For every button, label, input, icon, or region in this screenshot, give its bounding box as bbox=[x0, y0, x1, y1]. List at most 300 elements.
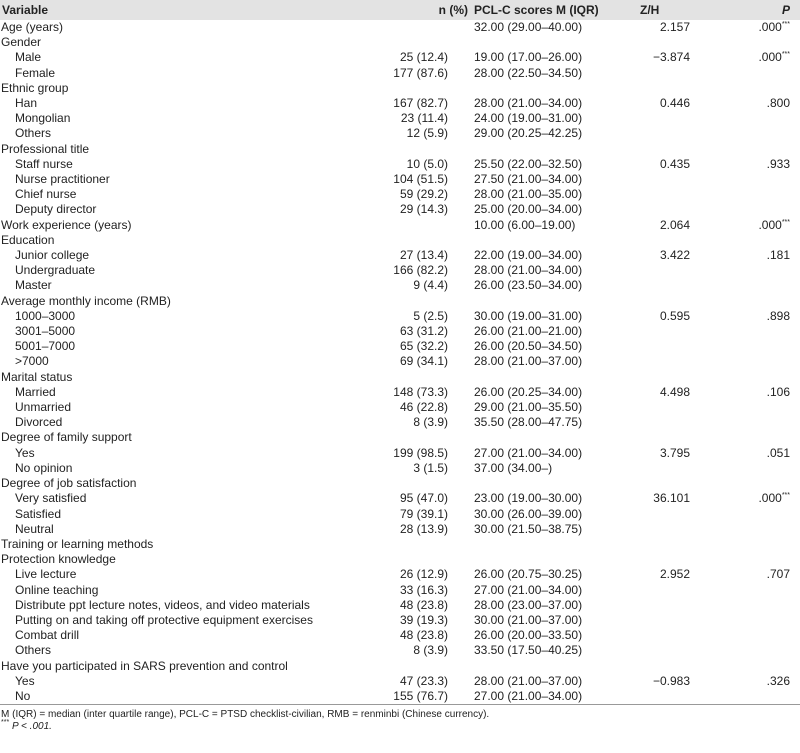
cell-n-text: 59 (29.2) bbox=[399, 187, 448, 202]
cell-zh bbox=[638, 491, 737, 506]
cell-variable-text: Very satisfied bbox=[15, 491, 87, 506]
cell-variable-text: Professional title bbox=[1, 141, 90, 156]
cell-p bbox=[737, 385, 800, 400]
cell-variable-text: Distribute ppt lecture notes, videos, and video materials bbox=[15, 597, 310, 612]
cell-variable bbox=[0, 324, 340, 339]
cell-n bbox=[340, 370, 474, 385]
cell-variable bbox=[0, 81, 340, 96]
cell-p bbox=[737, 309, 800, 324]
cell-p bbox=[737, 96, 800, 111]
cell-n bbox=[340, 96, 474, 111]
cell-pcl-text: 28.00 (22.50–34.50) bbox=[474, 65, 583, 80]
cell-n-text: 29 (14.3) bbox=[399, 202, 448, 217]
cell-pcl bbox=[474, 370, 638, 385]
table-header-row bbox=[0, 0, 800, 20]
cell-variable-text: 5001–7000 bbox=[15, 339, 76, 354]
cell-variable-text: Have you participated in SARS prevention and control bbox=[1, 658, 288, 673]
cell-pcl bbox=[474, 187, 638, 202]
cell-n bbox=[340, 659, 474, 674]
cell-n-text: 10 (5.0) bbox=[406, 156, 448, 171]
cell-pcl bbox=[474, 446, 638, 461]
cell-variable-text: Age (years) bbox=[1, 20, 64, 34]
cell-variable-text: No bbox=[15, 688, 31, 703]
table-row bbox=[0, 674, 800, 689]
cell-zh-text: −3.874 bbox=[652, 50, 690, 65]
cell-p bbox=[737, 567, 800, 582]
cell-pcl-text: 25.50 (22.00–32.50) bbox=[474, 156, 583, 171]
cell-zh bbox=[638, 537, 737, 552]
cell-pcl bbox=[474, 339, 638, 354]
cell-p bbox=[737, 126, 800, 141]
cell-pcl bbox=[474, 202, 638, 217]
cell-zh bbox=[638, 111, 737, 126]
cell-variable-text: Ethnic group bbox=[1, 80, 69, 95]
cell-pcl-text: 30.00 (26.00–39.00) bbox=[474, 506, 583, 521]
cell-zh-text: 3.422 bbox=[659, 248, 690, 263]
cell-pcl-text: 28.00 (21.00–34.00) bbox=[474, 96, 583, 111]
cell-variable-text: Neutral bbox=[15, 521, 54, 536]
cell-p bbox=[737, 430, 800, 445]
cell-p bbox=[737, 157, 800, 172]
cell-variable bbox=[0, 202, 340, 217]
cell-p bbox=[737, 263, 800, 278]
cell-zh-text: 4.498 bbox=[659, 384, 690, 399]
table-row-category bbox=[0, 659, 800, 674]
table-row bbox=[0, 324, 800, 339]
cell-n-text: 95 (47.0) bbox=[399, 491, 448, 506]
cell-zh bbox=[638, 430, 737, 445]
cell-variable bbox=[0, 218, 340, 233]
cell-p-text: .051 bbox=[766, 445, 790, 460]
cell-pcl bbox=[474, 96, 638, 111]
cell-pcl-text: 28.00 (21.00–35.00) bbox=[474, 187, 583, 202]
cell-p bbox=[737, 628, 800, 643]
cell-n bbox=[340, 157, 474, 172]
cell-variable-text: Yes bbox=[15, 673, 35, 688]
cell-pcl bbox=[474, 522, 638, 537]
table-row bbox=[0, 111, 800, 126]
cell-n bbox=[340, 415, 474, 430]
cell-variable bbox=[0, 507, 340, 522]
cell-p bbox=[737, 81, 800, 96]
cell-zh bbox=[638, 583, 737, 598]
cell-n bbox=[340, 50, 474, 65]
cell-zh bbox=[638, 674, 737, 689]
cell-zh bbox=[638, 294, 737, 309]
table-row-category bbox=[0, 294, 800, 309]
cell-variable bbox=[0, 583, 340, 598]
header-variable: Variable bbox=[0, 0, 340, 20]
cell-p bbox=[737, 339, 800, 354]
cell-variable bbox=[0, 628, 340, 643]
cell-zh-text: −0.983 bbox=[652, 673, 690, 688]
cell-n-text: 63 (31.2) bbox=[399, 324, 448, 339]
table-body bbox=[0, 20, 800, 705]
table-row-category bbox=[0, 218, 800, 233]
cell-n-text: 148 (73.3) bbox=[393, 384, 448, 399]
cell-n bbox=[340, 111, 474, 126]
cell-n bbox=[340, 476, 474, 491]
cell-n bbox=[340, 354, 474, 369]
cell-zh bbox=[638, 172, 737, 187]
cell-variable-text: Undergraduate bbox=[15, 263, 96, 278]
cell-variable bbox=[0, 659, 340, 674]
cell-variable bbox=[0, 263, 340, 278]
cell-n-text: 47 (23.3) bbox=[399, 673, 448, 688]
cell-n bbox=[340, 66, 474, 81]
cell-n-text: 25 (12.4) bbox=[399, 50, 448, 65]
cell-zh bbox=[638, 461, 737, 476]
cell-n bbox=[340, 35, 474, 50]
table-row bbox=[0, 583, 800, 598]
cell-variable-text: Gender bbox=[1, 35, 42, 50]
cell-variable-text: >7000 bbox=[15, 354, 49, 369]
cell-variable-text: Staff nurse bbox=[15, 156, 73, 171]
cell-n bbox=[340, 309, 474, 324]
cell-zh bbox=[638, 66, 737, 81]
cell-p bbox=[737, 111, 800, 126]
cell-pcl-text: 27.00 (21.00–34.00) bbox=[474, 582, 583, 597]
cell-pcl bbox=[474, 567, 638, 582]
cell-zh bbox=[638, 370, 737, 385]
cell-zh-text: 0.435 bbox=[659, 156, 690, 171]
cell-variable bbox=[0, 476, 340, 491]
cell-n-text: 28 (13.9) bbox=[399, 521, 448, 536]
table-row bbox=[0, 157, 800, 172]
cell-pcl-text: 26.00 (20.75–30.25) bbox=[474, 567, 583, 582]
cell-p bbox=[737, 491, 800, 506]
cell-variable-text: Degree of job satisfaction bbox=[1, 476, 137, 491]
cell-pcl bbox=[474, 20, 638, 35]
cell-n-text: 177 (87.6) bbox=[393, 65, 448, 80]
cell-variable-text: Others bbox=[15, 126, 52, 141]
cell-n bbox=[340, 385, 474, 400]
cell-n-text: 48 (23.8) bbox=[399, 628, 448, 643]
cell-p-text: .000 bbox=[758, 20, 782, 34]
cell-n bbox=[340, 598, 474, 613]
cell-pcl-text: 29.00 (21.00–35.50) bbox=[474, 400, 583, 415]
cell-zh bbox=[638, 20, 737, 35]
cell-p bbox=[737, 20, 800, 35]
cell-pcl bbox=[474, 491, 638, 506]
table-row bbox=[0, 278, 800, 293]
cell-zh bbox=[638, 218, 737, 233]
header-pcl: PCL-C scores M (IQR) bbox=[474, 0, 638, 20]
cell-pcl-text: 27.00 (21.00–34.00) bbox=[474, 445, 583, 460]
cell-pcl-text: 32.00 (29.00–40.00) bbox=[474, 20, 583, 34]
cell-p bbox=[737, 522, 800, 537]
cell-p bbox=[737, 507, 800, 522]
cell-zh-text: 2.157 bbox=[659, 20, 690, 34]
cell-variable bbox=[0, 567, 340, 582]
cell-variable-text: Average monthly income (RMB) bbox=[1, 293, 171, 308]
cell-variable bbox=[0, 689, 340, 705]
cell-variable-text: Satisfied bbox=[15, 506, 62, 521]
cell-pcl bbox=[474, 81, 638, 96]
cell-variable-text: Deputy director bbox=[15, 202, 97, 217]
cell-pcl-text: 28.00 (23.00–37.00) bbox=[474, 597, 583, 612]
cell-zh bbox=[638, 309, 737, 324]
cell-pcl-text: 28.00 (21.00–34.00) bbox=[474, 263, 583, 278]
cell-p bbox=[737, 202, 800, 217]
cell-n bbox=[340, 248, 474, 263]
cell-pcl-text: 26.00 (21.00–21.00) bbox=[474, 324, 583, 339]
cell-zh bbox=[638, 50, 737, 65]
cell-variable-text: Training or learning methods bbox=[1, 536, 154, 551]
cell-zh bbox=[638, 507, 737, 522]
cell-n bbox=[340, 324, 474, 339]
cell-variable bbox=[0, 552, 340, 567]
header-n: n (%) bbox=[340, 0, 474, 20]
cell-variable bbox=[0, 674, 340, 689]
cell-variable-text: Marital status bbox=[1, 369, 73, 384]
cell-pcl bbox=[474, 324, 638, 339]
cell-variable-text: Education bbox=[1, 232, 55, 247]
cell-pcl bbox=[474, 400, 638, 415]
footnote-abbreviations: M (IQR) = median (inter quartile range), PCL-C = PTSD checklist-civilian, RMB = renminbi (Chinese currency). bbox=[1, 709, 490, 721]
significance-stars: *** bbox=[781, 21, 790, 28]
table-row-category bbox=[0, 233, 800, 248]
cell-pcl bbox=[474, 157, 638, 172]
cell-zh bbox=[638, 324, 737, 339]
cell-p bbox=[737, 613, 800, 628]
cell-zh bbox=[638, 96, 737, 111]
cell-p bbox=[737, 689, 800, 705]
cell-variable-text: Divorced bbox=[15, 415, 63, 430]
cell-p bbox=[737, 142, 800, 157]
cell-n bbox=[340, 400, 474, 415]
table-footnotes bbox=[0, 705, 800, 733]
cell-p bbox=[737, 278, 800, 293]
table-row bbox=[0, 689, 800, 705]
cell-n bbox=[340, 202, 474, 217]
table-row-category bbox=[0, 537, 800, 552]
cell-n bbox=[340, 187, 474, 202]
table-row bbox=[0, 263, 800, 278]
cell-pcl-text: 26.00 (23.50–34.00) bbox=[474, 278, 583, 293]
cell-p bbox=[737, 187, 800, 202]
cell-n bbox=[340, 430, 474, 445]
cell-pcl-text: 33.50 (17.50–40.25) bbox=[474, 643, 583, 658]
table-row bbox=[0, 415, 800, 430]
table-row bbox=[0, 507, 800, 522]
cell-variable bbox=[0, 370, 340, 385]
cell-p-text: .106 bbox=[766, 384, 790, 399]
table-row-category bbox=[0, 476, 800, 491]
cell-n bbox=[340, 583, 474, 598]
cell-n-text: 167 (82.7) bbox=[393, 96, 448, 111]
cell-zh bbox=[638, 233, 737, 248]
cell-variable-text: Degree of family support bbox=[1, 430, 132, 445]
cell-pcl-text: 27.00 (21.00–34.00) bbox=[474, 688, 583, 703]
cell-p-text: .181 bbox=[766, 248, 790, 263]
table-row bbox=[0, 491, 800, 506]
cell-pcl-text: 26.00 (20.50–34.50) bbox=[474, 339, 583, 354]
cell-variable bbox=[0, 643, 340, 658]
cell-p bbox=[737, 370, 800, 385]
cell-zh bbox=[638, 263, 737, 278]
cell-zh bbox=[638, 552, 737, 567]
cell-p bbox=[737, 476, 800, 491]
cell-pcl bbox=[474, 552, 638, 567]
cell-p-text: .800 bbox=[766, 96, 790, 111]
cell-variable bbox=[0, 35, 340, 50]
cell-pcl-text: 30.00 (21.50–38.75) bbox=[474, 521, 583, 536]
cell-pcl bbox=[474, 507, 638, 522]
table-row bbox=[0, 172, 800, 187]
cell-zh bbox=[638, 187, 737, 202]
cell-variable-text: Live lecture bbox=[15, 567, 77, 582]
table-row bbox=[0, 613, 800, 628]
footnote-star: *** bbox=[1, 719, 10, 727]
cell-pcl bbox=[474, 643, 638, 658]
cell-n bbox=[340, 689, 474, 705]
cell-variable-text: 1000–3000 bbox=[15, 308, 76, 323]
cell-pcl-text: 28.00 (21.00–37.00) bbox=[474, 673, 583, 688]
cell-zh bbox=[638, 415, 737, 430]
header-zh: Z/H bbox=[638, 0, 737, 20]
footnote-significance bbox=[1, 721, 800, 733]
cell-variable bbox=[0, 50, 340, 65]
cell-p-text: .000 bbox=[758, 217, 782, 232]
cell-pcl-text: 23.00 (19.00–30.00) bbox=[474, 491, 583, 506]
cell-zh bbox=[638, 446, 737, 461]
cell-n bbox=[340, 446, 474, 461]
cell-n-text: 199 (98.5) bbox=[393, 445, 448, 460]
cell-zh bbox=[638, 613, 737, 628]
cell-n-text: 46 (22.8) bbox=[399, 400, 448, 415]
cell-zh-text: 0.595 bbox=[659, 308, 690, 323]
cell-variable-text: Protection knowledge bbox=[1, 552, 116, 567]
cell-n bbox=[340, 20, 474, 35]
significance-stars: *** bbox=[781, 492, 790, 500]
cell-variable-text: No opinion bbox=[15, 460, 73, 475]
cell-zh bbox=[638, 278, 737, 293]
header-p: P bbox=[737, 0, 800, 20]
table-row bbox=[0, 96, 800, 111]
cell-variable bbox=[0, 96, 340, 111]
cell-n-text: 104 (51.5) bbox=[393, 172, 448, 187]
cell-zh bbox=[638, 659, 737, 674]
cell-variable-text: Junior college bbox=[15, 248, 90, 263]
cell-variable bbox=[0, 430, 340, 445]
cell-n-text: 12 (5.9) bbox=[406, 126, 448, 141]
cell-variable bbox=[0, 598, 340, 613]
table-row bbox=[0, 598, 800, 613]
cell-variable-text: Work experience (years) bbox=[1, 217, 132, 232]
cell-zh bbox=[638, 567, 737, 582]
cell-variable bbox=[0, 309, 340, 324]
cell-variable bbox=[0, 491, 340, 506]
cell-variable bbox=[0, 233, 340, 248]
cell-p bbox=[737, 415, 800, 430]
cell-pcl bbox=[474, 233, 638, 248]
cell-pcl bbox=[474, 430, 638, 445]
cell-variable bbox=[0, 111, 340, 126]
cell-variable bbox=[0, 294, 340, 309]
cell-p bbox=[737, 400, 800, 415]
cell-pcl bbox=[474, 461, 638, 476]
cell-n-text: 69 (34.1) bbox=[399, 354, 448, 369]
table-row-category bbox=[0, 142, 800, 157]
cell-n bbox=[340, 567, 474, 582]
cell-p bbox=[737, 218, 800, 233]
footnote-p-text: P < .001. bbox=[9, 721, 52, 733]
table-row bbox=[0, 354, 800, 369]
cell-variable-text: Putting on and taking off protective equipment exercises bbox=[15, 612, 313, 627]
cell-n-text: 48 (23.8) bbox=[399, 597, 448, 612]
cell-variable-text: Chief nurse bbox=[15, 187, 77, 202]
cell-p bbox=[737, 354, 800, 369]
table-row bbox=[0, 248, 800, 263]
cell-zh bbox=[638, 142, 737, 157]
cell-variable bbox=[0, 522, 340, 537]
cell-variable-text: Female bbox=[15, 65, 56, 80]
cell-p bbox=[737, 583, 800, 598]
cell-n-text: 39 (19.3) bbox=[399, 612, 448, 627]
cell-n bbox=[340, 537, 474, 552]
cell-pcl bbox=[474, 354, 638, 369]
cell-zh bbox=[638, 598, 737, 613]
cell-p bbox=[737, 674, 800, 689]
cell-p bbox=[737, 172, 800, 187]
cell-pcl bbox=[474, 50, 638, 65]
cell-zh bbox=[638, 385, 737, 400]
cell-p-text: .898 bbox=[766, 308, 790, 323]
cell-n bbox=[340, 552, 474, 567]
cell-n-text: 155 (76.7) bbox=[393, 688, 448, 703]
cell-variable-text: Nurse practitioner bbox=[15, 172, 110, 187]
cell-zh bbox=[638, 157, 737, 172]
table-row bbox=[0, 187, 800, 202]
cell-pcl-text: 35.50 (28.00–47.75) bbox=[474, 415, 583, 430]
cell-pcl bbox=[474, 248, 638, 263]
table-row bbox=[0, 202, 800, 217]
cell-n-text: 9 (4.4) bbox=[413, 278, 448, 293]
cell-pcl bbox=[474, 689, 638, 705]
cell-p bbox=[737, 50, 800, 65]
cell-n-text: 3 (1.5) bbox=[413, 460, 448, 475]
cell-pcl bbox=[474, 218, 638, 233]
cell-pcl bbox=[474, 476, 638, 491]
cell-p-text: .707 bbox=[766, 567, 790, 582]
cell-pcl bbox=[474, 674, 638, 689]
cell-zh bbox=[638, 81, 737, 96]
cell-pcl-text: 26.00 (20.00–33.50) bbox=[474, 628, 583, 643]
cell-p bbox=[737, 461, 800, 476]
cell-pcl bbox=[474, 598, 638, 613]
cell-variable bbox=[0, 66, 340, 81]
cell-variable bbox=[0, 142, 340, 157]
cell-variable bbox=[0, 20, 340, 35]
cell-zh bbox=[638, 476, 737, 491]
table-row bbox=[0, 400, 800, 415]
cell-pcl bbox=[474, 66, 638, 81]
cell-variable bbox=[0, 248, 340, 263]
cell-zh bbox=[638, 339, 737, 354]
cell-variable-text: Married bbox=[15, 384, 56, 399]
table-row bbox=[0, 567, 800, 582]
cell-variable bbox=[0, 537, 340, 552]
cell-variable bbox=[0, 354, 340, 369]
table-row bbox=[0, 461, 800, 476]
cell-n bbox=[340, 81, 474, 96]
cell-n bbox=[340, 461, 474, 476]
cell-n-text: 8 (3.9) bbox=[413, 643, 448, 658]
cell-zh-text: 36.101 bbox=[653, 491, 690, 506]
cell-n-text: 23 (11.4) bbox=[400, 111, 448, 126]
cell-zh bbox=[638, 248, 737, 263]
